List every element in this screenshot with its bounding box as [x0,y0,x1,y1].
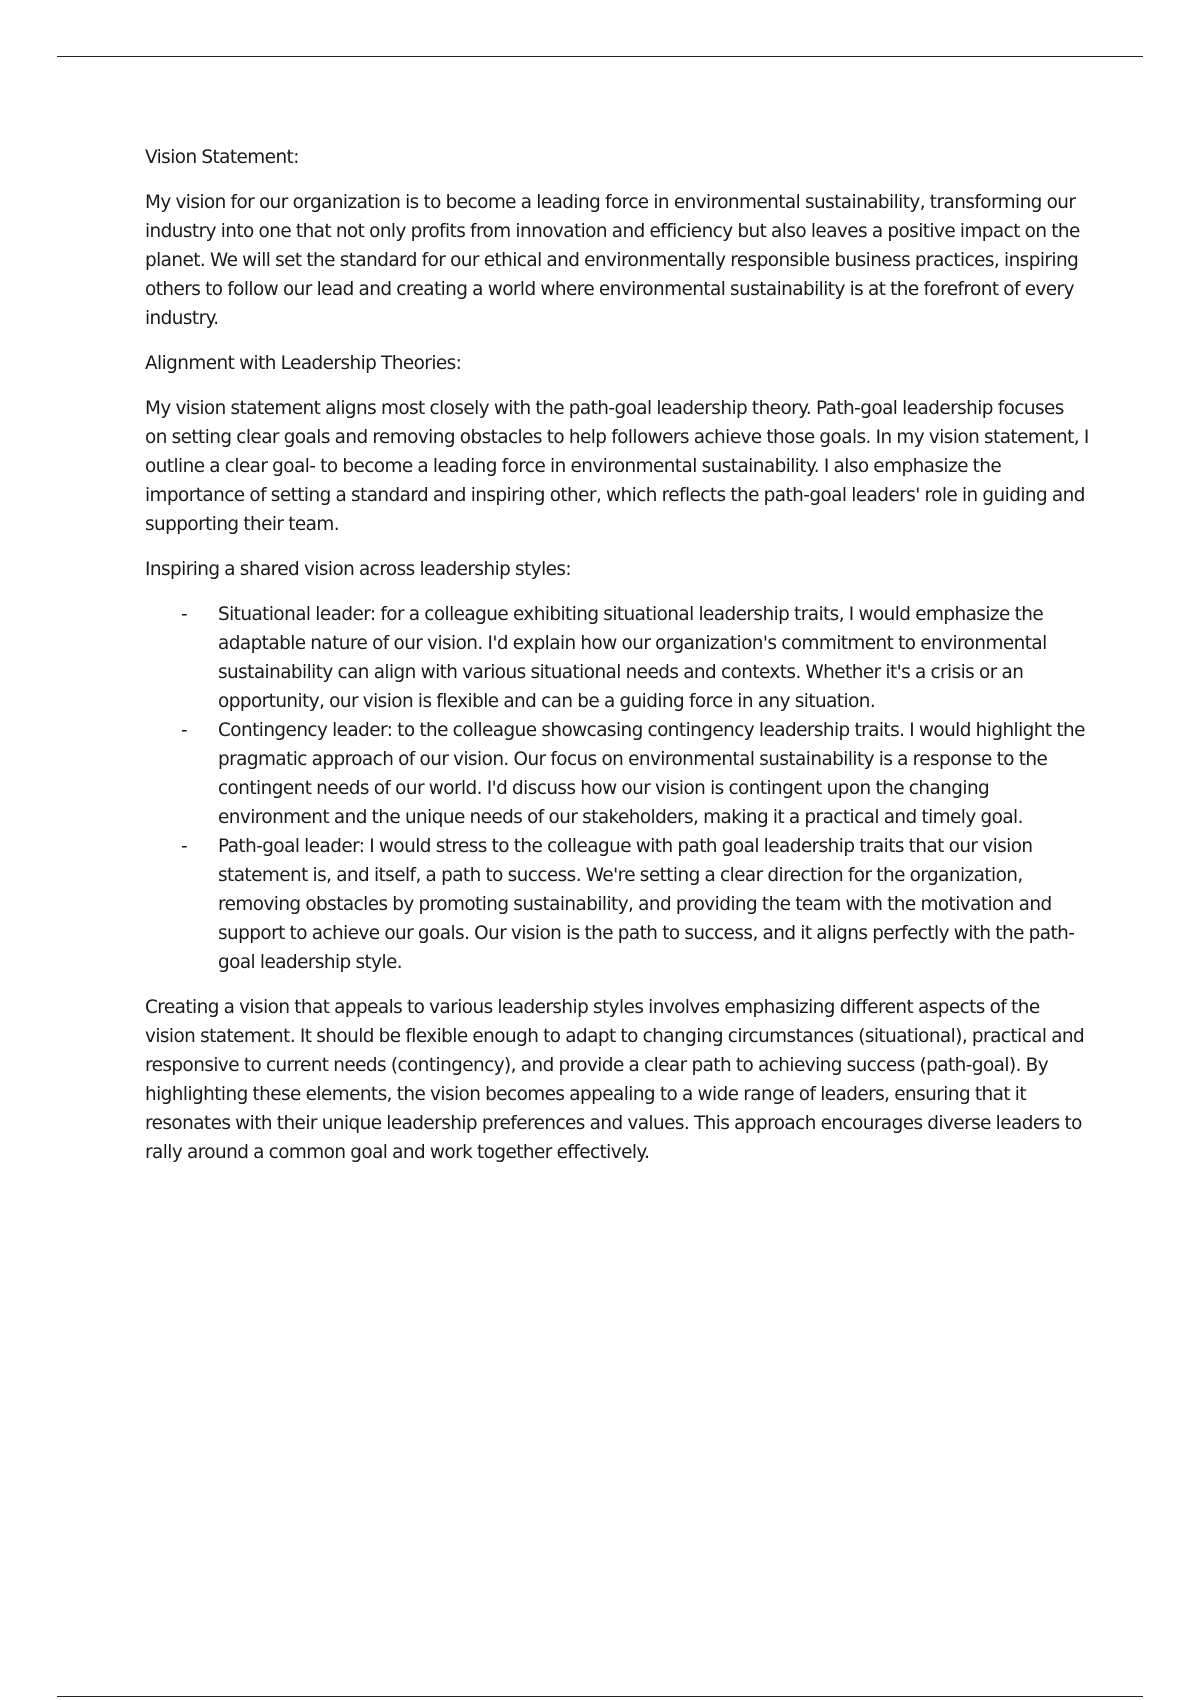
vision-heading: Vision Statement: [145,147,299,168]
bullet-marker: - [181,836,188,857]
header-rule [57,56,1143,57]
alignment-paragraph: My vision statement aligns most closely with the path-goal leadership theory. Path-goal leadership focuses on setting clear goals and removing obstacles to help followers achieve those goals. In my vision statement, I outline a clear goal- to become a leading force in environmental sustainability. I also emphasize the importance of setting a standard and inspiring other, which reflects the path-goal leaders' role in guiding and supporting their team. [145,398,1089,535]
list-item-text: Contingency leader: to the colleague showcasing contingency leadership traits. I would highlight the pragmatic approach of our vision. Our focus on environmental sustainability is a response to the contingent needs of our world. I'd discuss how our vision is contingent upon the changing environment and the unique needs of our stakeholders, making it a practical and timely goal. [218,720,1085,828]
document-body [145,143,1090,1183]
alignment-heading: Alignment with Leadership Theories: [145,353,462,374]
bullet-marker: - [181,720,188,741]
vision-paragraph: My vision for our organization is to become a leading force in environmental sustainability, transforming our industry into one that not only profits from innovation and efficiency but also leaves a positive impact on the planet. We will set the standard for our ethical and environmentally responsible business practices, inspiring others to follow our lead and creating a world where environmental sustainability is at the forefront of every industry. [145,192,1080,329]
inspiring-heading: Inspiring a shared vision across leadership styles: [145,559,572,580]
footer-rule [57,1696,1143,1697]
list-item-text: Path-goal leader: I would stress to the colleague with path goal leadership traits that our vision statement is, and itself, a path to success. We're setting a clear direction for the organization, removing obstacles by promoting sustainability, and providing the team with the motivation and support to achieve our goals. Our vision is the path to success, and it aligns perfectly with the path-goal leadership style. [218,836,1075,973]
list-item-text: Situational leader: for a colleague exhibiting situational leadership traits, I would emphasize the adaptable nature of our vision. I'd explain how our organization's commitment to environmental sustainability can align with various situational needs and contexts. Whether it's a crisis or an opportunity, our vision is flexible and can be a guiding force in any situation. [218,604,1047,712]
conclusion-paragraph: Creating a vision that appeals to various leadership styles involves emphasizing different aspects of the vision statement. It should be flexible enough to adapt to changing circumstances (situational), practical and responsive to current needs (contingency), and provide a clear path to achieving success (path-goal). By highlighting these elements, the vision becomes appealing to a wide range of leaders, ensuring that it resonates with their unique leadership preferences and values. This approach encourages diverse leaders to rally around a common goal and work together effectively. [145,997,1085,1163]
list-item [145,832,1090,977]
leadership-styles-list [145,600,1090,977]
bullet-marker: - [181,604,188,625]
list-item [145,716,1090,832]
list-item [145,600,1090,716]
